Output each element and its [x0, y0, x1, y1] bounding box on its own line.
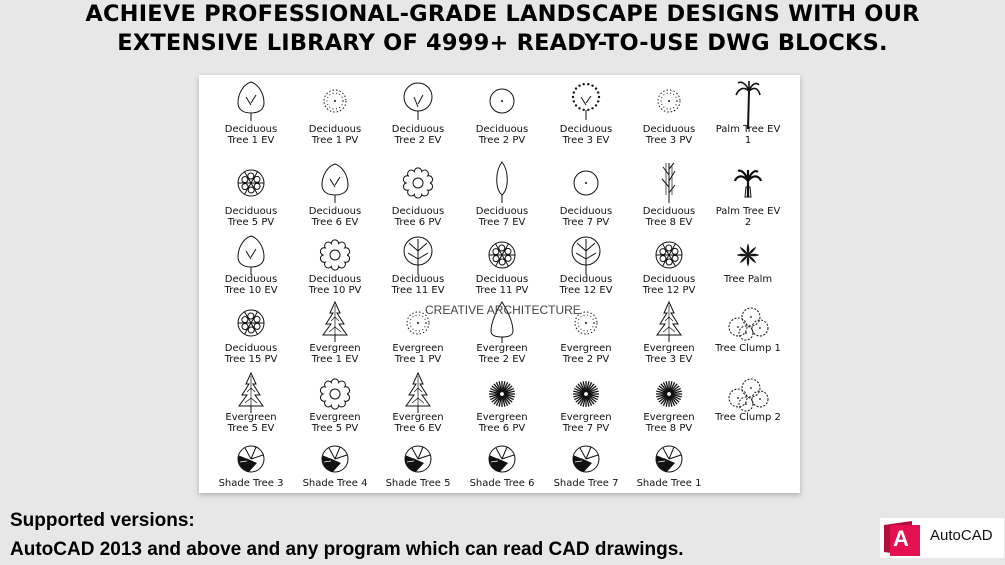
block-label-line-1: Evergreen	[560, 343, 612, 354]
block-label-line-1: Deciduous	[224, 124, 278, 135]
block-label	[293, 206, 377, 228]
block-label-line-1: Deciduous	[475, 274, 529, 285]
block-label-line-1: Deciduous	[559, 206, 613, 217]
block-label	[627, 343, 711, 365]
block-label-line-1: Deciduous	[391, 206, 445, 217]
block-label	[706, 206, 790, 228]
block-label	[209, 206, 293, 228]
plan-scalloped-icon	[320, 240, 349, 270]
shade-icon	[322, 446, 348, 472]
block-label	[460, 412, 544, 434]
block-label-line-1: Palm Tree EV	[715, 206, 781, 217]
block-label-line-2: Tree 15 PV	[224, 354, 278, 365]
shade-icon	[489, 446, 515, 472]
block-label	[627, 206, 711, 228]
bare-tree-icon	[662, 163, 675, 203]
headline	[0, 0, 1005, 58]
block-label	[293, 274, 377, 296]
block-label	[544, 343, 628, 365]
block-label	[376, 478, 460, 489]
block-label-line-2: Tree 12 EV	[559, 285, 613, 296]
branching-tree-icon	[404, 237, 432, 275]
block-label-line-1: Deciduous	[559, 274, 613, 285]
plan-dotted-icon	[324, 90, 346, 112]
block-label-line-2: Tree 3 PV	[645, 135, 693, 146]
block-label-line-1: Tree Clump 1	[715, 343, 781, 354]
block-label-line-1: Palm Tree EV	[715, 124, 781, 135]
block-label-line-1: Shade Tree 7	[553, 478, 619, 489]
block-label-line-2: Tree 1 PV	[394, 354, 442, 365]
block-label-line-2: Tree 3 EV	[645, 354, 693, 365]
supported-versions	[10, 506, 684, 564]
palm-tree-icon	[736, 81, 760, 129]
plan-dotted-icon	[658, 90, 680, 112]
block-label	[293, 412, 377, 434]
block-label-line-1: Deciduous	[224, 274, 278, 285]
block-label	[376, 124, 460, 146]
block-label-line-2: Tree 7 PV	[562, 423, 610, 434]
clump-icon	[729, 308, 768, 340]
block-label	[706, 124, 790, 146]
block-label	[706, 412, 790, 423]
headline-line-1: ACHIEVE PROFESSIONAL-GRADE LANDSCAPE DESIGNS WITH OUR	[85, 1, 920, 27]
block-label-line-1: Shade Tree 4	[302, 478, 368, 489]
block-label	[627, 478, 711, 489]
block-label-line-1: Deciduous	[391, 274, 445, 285]
block-label-line-1: Deciduous	[642, 206, 696, 217]
block-label	[209, 343, 293, 365]
block-label-line-1: Deciduous	[308, 274, 362, 285]
block-label-line-2: Tree 6 EV	[311, 217, 359, 228]
block-label	[376, 274, 460, 296]
autocad-logo-letter: A	[893, 526, 909, 551]
block-label-line-1: Evergreen	[476, 343, 528, 354]
block-label-line-1: Evergreen	[309, 412, 361, 423]
block-label-line-2: Tree 2 EV	[394, 135, 442, 146]
block-label-line-2: Tree 5 PV	[311, 423, 359, 434]
plan-segmented-icon	[238, 310, 264, 336]
block-label	[706, 343, 790, 354]
palm-bush-icon	[735, 170, 761, 197]
block-label	[544, 478, 628, 489]
supported-versions-title: Supported versions:	[10, 510, 195, 531]
block-label	[376, 343, 460, 365]
block-label	[209, 478, 293, 489]
block-label	[209, 124, 293, 146]
deciduous-outline-icon	[322, 164, 348, 203]
block-label-line-2: Tree 3 EV	[562, 135, 610, 146]
conifer-icon	[657, 302, 681, 342]
cad-block-sheet	[199, 75, 800, 493]
block-label-line-2: Tree 1 PV	[311, 135, 359, 146]
block-label-line-2: Tree 7 EV	[478, 217, 526, 228]
shade-icon	[405, 446, 431, 472]
block-label-line-1: Tree Clump 2	[715, 412, 781, 423]
block-label	[544, 124, 628, 146]
block-label	[209, 274, 293, 296]
block-label-line-1: Evergreen	[392, 412, 444, 423]
block-label-line-2: Tree 11 EV	[391, 285, 445, 296]
plan-segmented-icon	[656, 242, 682, 268]
shade-icon	[238, 446, 264, 472]
block-label	[544, 274, 628, 296]
block-label	[293, 343, 377, 365]
block-label-line-2: 1	[744, 135, 752, 146]
block-label-line-1: Deciduous	[391, 124, 445, 135]
block-label-line-1: Evergreen	[476, 412, 528, 423]
block-label	[376, 412, 460, 434]
block-label	[544, 412, 628, 434]
block-label-line-1: Evergreen	[309, 343, 361, 354]
block-label-line-2: Tree 10 EV	[224, 285, 278, 296]
plan-circle-icon	[490, 89, 514, 113]
block-label	[460, 124, 544, 146]
plan-circle-icon	[574, 171, 598, 195]
block-label	[706, 274, 790, 285]
block-label-line-2: Tree 2 EV	[478, 354, 526, 365]
block-label-line-2: Tree 11 PV	[475, 285, 529, 296]
block-label-line-2: Tree 7 PV	[562, 217, 610, 228]
block-label-line-1: Evergreen	[643, 412, 695, 423]
conifer-icon	[323, 302, 347, 342]
block-label-line-2: 2	[744, 217, 752, 228]
block-label-line-1: Deciduous	[559, 124, 613, 135]
block-label-line-1: Evergreen	[560, 412, 612, 423]
block-label-line-1: Evergreen	[225, 412, 277, 423]
block-label-line-2: Tree 8 EV	[645, 217, 693, 228]
block-label-line-2: Tree 8 PV	[645, 423, 693, 434]
autocad-brand-name: AutoCAD	[930, 527, 993, 544]
block-label-line-2: Tree 12 PV	[642, 285, 696, 296]
block-label-line-1: Evergreen	[392, 343, 444, 354]
plan-segmented-icon	[489, 242, 515, 268]
block-label-line-1: Shade Tree 5	[385, 478, 451, 489]
block-label	[627, 412, 711, 434]
block-label-line-2: Tree 6 EV	[394, 423, 442, 434]
block-label	[293, 478, 377, 489]
block-label	[376, 206, 460, 228]
plan-starburst-icon	[489, 381, 515, 407]
branching-tree-icon	[572, 237, 600, 275]
block-label-line-1: Shade Tree 3	[218, 478, 284, 489]
block-label-line-1: Deciduous	[308, 206, 362, 217]
columnar-tree-icon	[497, 162, 508, 203]
block-label-line-1: Deciduous	[224, 206, 278, 217]
block-label-line-2: Tree 2 PV	[562, 354, 610, 365]
deciduous-outline-icon	[238, 236, 264, 275]
block-label-line-2: Tree 5 EV	[227, 423, 275, 434]
clump-icon	[729, 379, 768, 411]
autocad-badge	[880, 518, 1004, 558]
block-label	[544, 206, 628, 228]
block-label-line-1: Deciduous	[475, 206, 529, 217]
block-label-line-1: Deciduous	[642, 124, 696, 135]
supported-versions-body: AutoCAD 2013 and above and any program which can read CAD drawings.	[10, 539, 684, 560]
round-tree-icon	[404, 83, 432, 120]
plan-starburst-icon	[656, 381, 682, 407]
plan-scalloped-icon	[403, 168, 432, 198]
conifer-icon	[239, 373, 263, 413]
block-label-line-1: Evergreen	[643, 343, 695, 354]
block-label	[460, 343, 544, 365]
block-label-line-2: Tree 6 PV	[394, 217, 442, 228]
block-label-line-2: Tree 1 EV	[227, 135, 275, 146]
dotted-tree-icon	[572, 83, 600, 120]
headline-line-2: EXTENSIVE LIBRARY OF 4999+ READY-TO-USE DWG BLOCKS.	[117, 30, 888, 56]
block-label-line-1: Shade Tree 6	[469, 478, 535, 489]
block-label-line-1: Deciduous	[308, 124, 362, 135]
palm-star-icon	[737, 244, 759, 266]
block-label	[460, 206, 544, 228]
plan-segmented-icon	[238, 170, 264, 196]
block-label-line-2: Tree 5 PV	[227, 217, 275, 228]
block-label-line-1: Shade Tree 1	[636, 478, 702, 489]
plan-scalloped-icon	[320, 379, 349, 409]
conifer-icon	[406, 373, 430, 413]
block-label-line-2: Tree 6 PV	[478, 423, 526, 434]
block-label	[460, 274, 544, 296]
watermark: CREATIVE ARCHITECTURE	[425, 303, 581, 317]
block-label	[460, 478, 544, 489]
block-label-line-1: Tree Palm	[723, 274, 773, 285]
block-label	[627, 274, 711, 296]
block-label	[209, 412, 293, 434]
block-label-line-2: Tree 1 EV	[311, 354, 359, 365]
block-label-line-2: Tree 2 PV	[478, 135, 526, 146]
block-label-line-1: Deciduous	[475, 124, 529, 135]
block-label-line-2: Tree 10 PV	[308, 285, 362, 296]
block-label-line-1: Deciduous	[224, 343, 278, 354]
deciduous-outline-icon	[238, 82, 264, 121]
block-label-line-1: Deciduous	[642, 274, 696, 285]
shade-icon	[573, 446, 599, 472]
shade-icon	[656, 446, 682, 472]
plan-starburst-icon	[573, 381, 599, 407]
block-label	[293, 124, 377, 146]
block-label	[627, 124, 711, 146]
